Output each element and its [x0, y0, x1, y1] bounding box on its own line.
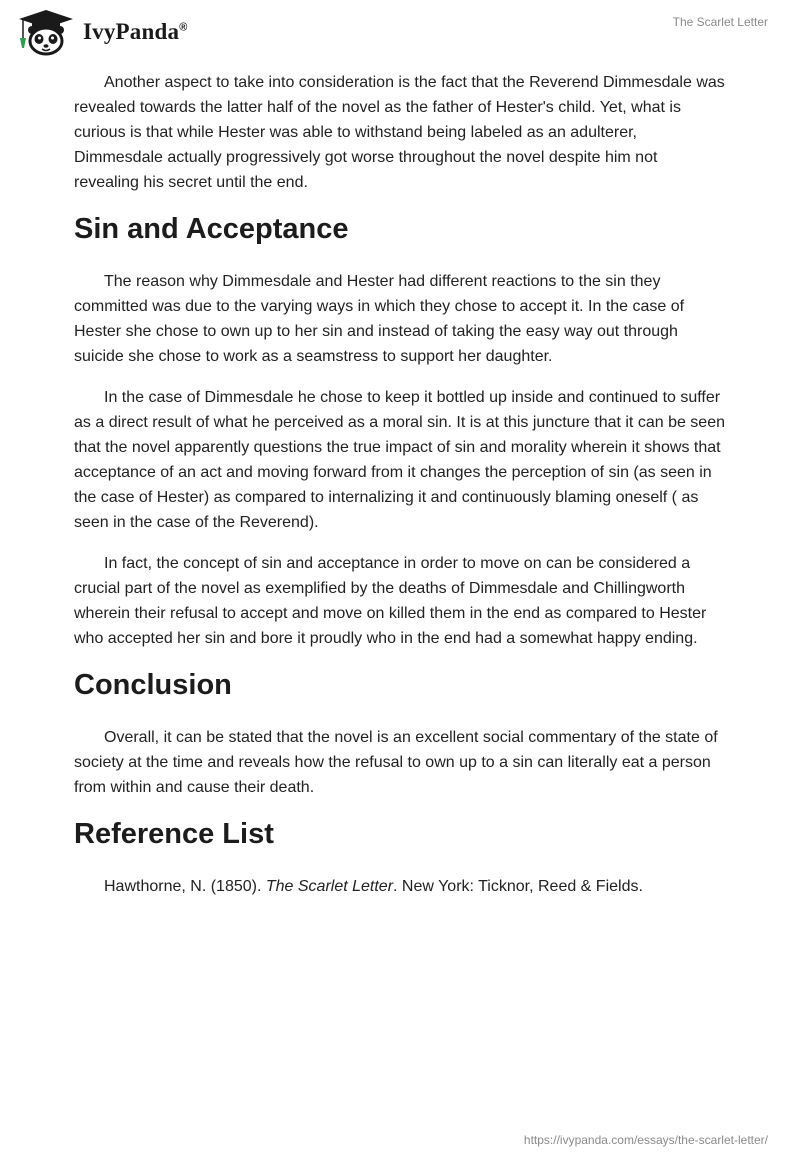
- reference-entry: Hawthorne, N. (1850). The Scarlet Letter. New York: Ticknor, Reed & Fields.: [104, 878, 643, 895]
- ivypanda-logo[interactable]: [15, 8, 188, 56]
- page-header: [0, 0, 800, 60]
- section-heading-sin-and-acceptance: Sin and Acceptance: [74, 213, 349, 245]
- section-heading-reference-list: Reference List: [74, 818, 274, 850]
- paragraph: The reason why Dimmesdale and Hester had different reactions to the sin they committed was due to the varying ways in which they chose to accept it. In the case of Hester she chose to own up to her sin and instead of taking the easy way out through suicide she chose to work as a seamstress to support her daughter.: [74, 273, 685, 365]
- document-title: The Scarlet Letter: [672, 15, 768, 29]
- reference-title: The Scarlet Letter: [265, 878, 394, 895]
- essay-content: [74, 70, 726, 915]
- panda-graduate-icon: [15, 8, 77, 56]
- brand-name: IvyPanda®: [83, 19, 188, 44]
- section-heading-conclusion: Conclusion: [74, 669, 232, 701]
- source-url[interactable]: https://ivypanda.com/essays/the-scarlet-letter/: [523, 1133, 768, 1147]
- paragraph: Another aspect to take into consideration is the fact that the Reverend Dimmesdale was revealed towards the latter half of the novel as the father of Hester's child. Yet, what is curious is that while Hester was able to withstand being labeled as an adulterer, Dimmesdale actually progressively got worse throughout the novel despite him not revealing his secret until the end.: [74, 74, 725, 191]
- paragraph: In fact, the concept of sin and acceptance in order to move on can be considered a crucial part of the novel as exemplified by the deaths of Dimmesdale and Chillingworth wherein their refusal to accept and move on killed them in the end as compared to Hester who accepted her sin and bore it proudly who in the end had a somewhat happy ending.: [74, 555, 707, 647]
- paragraph: In the case of Dimmesdale he chose to keep it bottled up inside and continued to suffer as a direct result of what he perceived as a moral sin. It is at this juncture that it can be seen that the novel apparently questions the true impact of sin and morality wherein it shows that acceptance of an act and moving forward from it changes the perception of sin (as seen in the case of Hester) as compared to internalizing it and continuously blaming oneself ( as seen in the case of the Reverend).: [74, 389, 725, 531]
- paragraph: Overall, it can be stated that the novel is an excellent social commentary of the state of society at the time and reveals how the refusal to own up to a sin can literally eat a person from within and cause their death.: [74, 729, 718, 796]
